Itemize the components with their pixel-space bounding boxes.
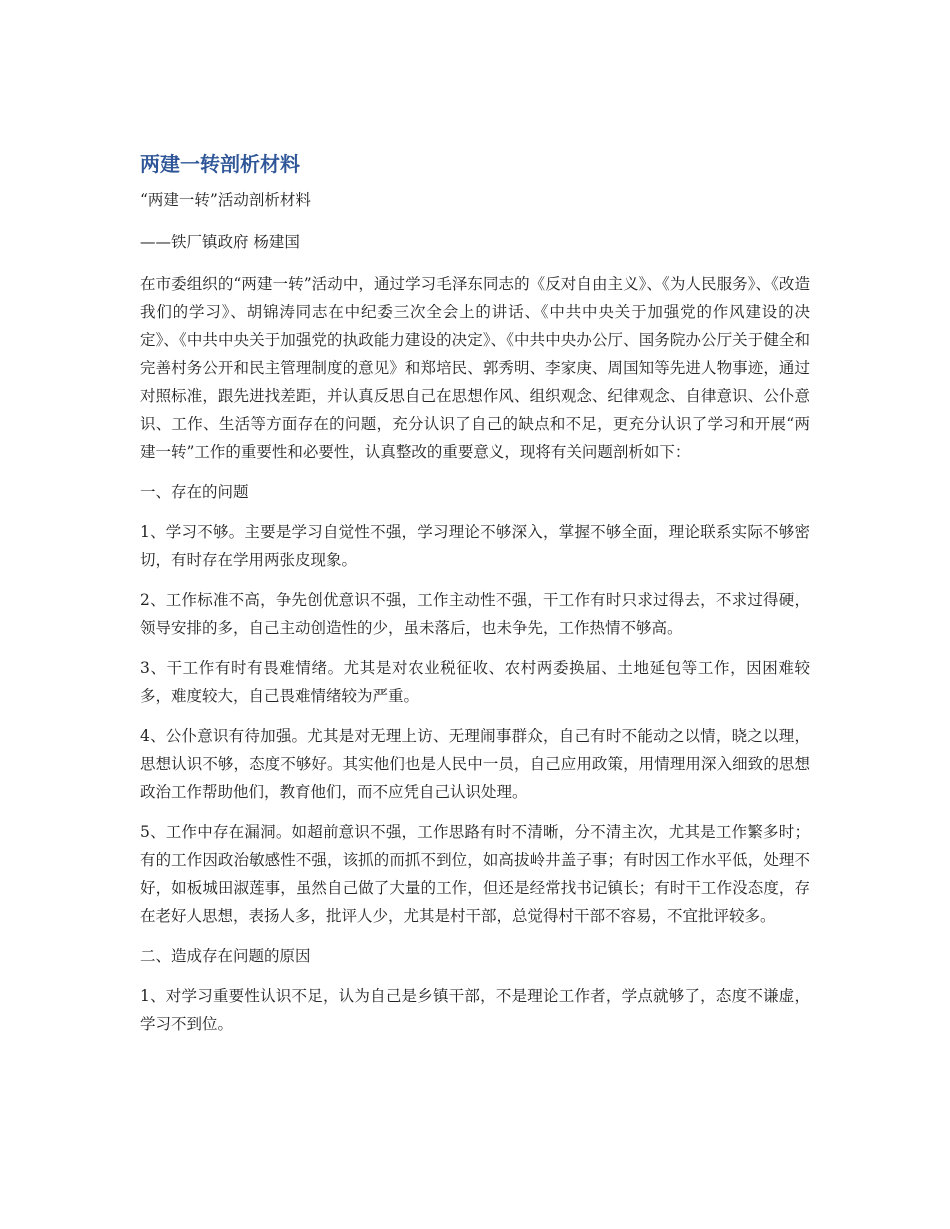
- document-title: 两建一转剖析材料: [140, 152, 300, 176]
- problem-item-4: 4、公仆意识有待加强。尤其是对无理上访、无理闹事群众，自己有时不能动之以情，晓之以理，思想认识不够，态度不够好。其实他们也是人民中一员，自己应用政策，用情理用深入细致的思想政治工作帮助他们，教育他们，而不应凭自己认识处理。: [140, 727, 810, 801]
- document-subtitle: “两建一转”活动剖析材料: [140, 191, 311, 209]
- document-author: ——铁厂镇政府 杨建国: [140, 233, 300, 251]
- problem-item-2: 2、工作标准不高，争先创优意识不强，工作主动性不强，干工作有时只求过得去，不求过得硬，领导安排的多，自己主动创造性的少，虽未落后，也未争先，工作热情不够高。: [140, 591, 810, 637]
- section-heading-problems: 一、存在的问题: [140, 483, 249, 501]
- problem-item-5: 5、工作中存在漏洞。如超前意识不强，工作思路有时不清晰，分不清主次，尤其是工作繁多时；有的工作因政治敏感性不强，该抓的而抓不到位，如高拔岭井盖子事；有时因工作水平低，处理不好，如板城田淑莲事，虽然自己做了大量的工作，但还是经常找书记镇长；有时干工作没态度，存在老好人思想，表扬人多，批评人少，尤其是村干部，总觉得村干部不容易，不宜批评较多。: [140, 823, 810, 925]
- document-page: [140, 150, 810, 1050]
- intro-paragraph: 在市委组织的“两建一转”活动中，通过学习毛泽东同志的《反对自由主义》、《为人民服务》、《改造我们的学习》、胡锦涛同志在中纪委三次全会上的讲话、《中共中央关于加强党的作风建设的决定》、《中共中央关于加强党的执政能力建设的决定》、《中共中央办公厅、国务院办公厅关于健全和完善村务公开和民主管理制度的意见》和郑培民、郭秀明、李家庚、周国知等先进人物事迹，通过对照标准，跟先进找差距，并认真反思自己在思想作风、组织观念、纪律观念、自律意识、公仆意识、工作、生活等方面存在的问题，充分认识了自己的缺点和不足，更充分认识了学习和开展“两建一转”工作的重要性和必要性，认真整改的重要意义，现将有关问题剖析如下：: [140, 275, 810, 461]
- problem-item-1: 1、学习不够。主要是学习自觉性不强，学习理论不够深入，掌握不够全面，理论联系实际不够密切，有时存在学用两张皮现象。: [140, 523, 810, 569]
- section-heading-causes: 二、造成存在问题的原因: [140, 947, 311, 965]
- cause-item-1: 1、对学习重要性认识不足，认为自己是乡镇干部，不是理论工作者，学点就够了，态度不谦虚，学习不到位。: [140, 987, 810, 1033]
- problem-item-3: 3、干工作有时有畏难情绪。尤其是对农业税征收、农村两委换届、土地延包等工作，因困难较多，难度较大，自己畏难情绪较为严重。: [140, 659, 810, 705]
